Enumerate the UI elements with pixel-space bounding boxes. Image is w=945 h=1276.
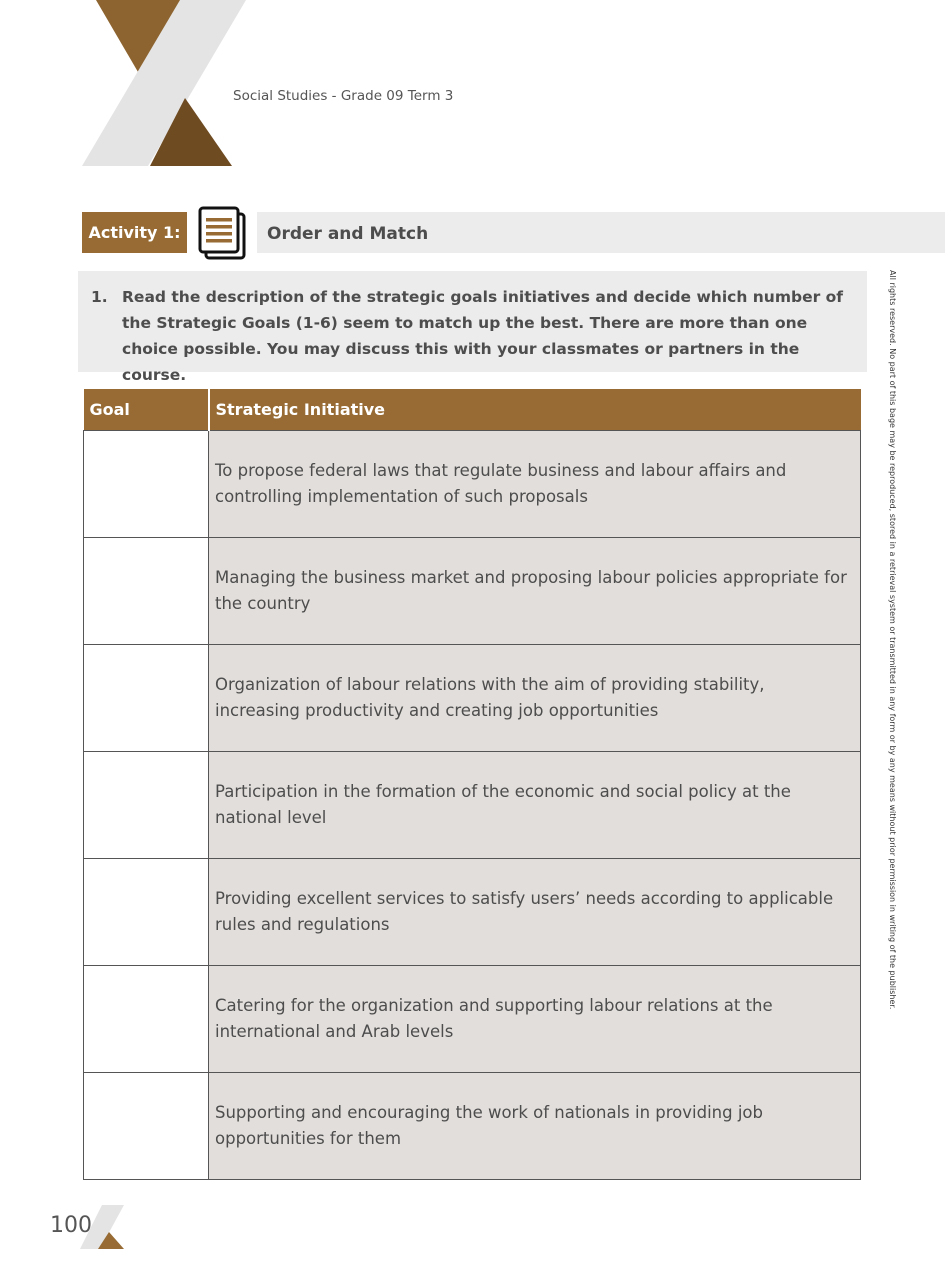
matching-table bbox=[83, 389, 861, 1180]
table-row bbox=[84, 1072, 861, 1179]
table-row bbox=[84, 858, 861, 965]
table-row bbox=[84, 751, 861, 858]
initiative-cell: Managing the business market and proposing labour policies appropriate for the country bbox=[209, 537, 861, 644]
goal-answer-cell[interactable] bbox=[84, 858, 209, 965]
goal-answer-cell[interactable] bbox=[84, 751, 209, 858]
initiative-cell: Providing excellent services to satisfy users’ needs according to applicable rules and regulations bbox=[209, 858, 861, 965]
activity-label: Activity 1: bbox=[82, 212, 187, 253]
goal-answer-cell[interactable] bbox=[84, 644, 209, 751]
footer-x-logo bbox=[80, 1205, 126, 1251]
document-icon bbox=[197, 205, 247, 261]
instruction-number: 1. bbox=[91, 288, 108, 306]
goal-answer-cell[interactable] bbox=[84, 965, 209, 1072]
goal-answer-cell[interactable] bbox=[84, 537, 209, 644]
initiative-cell: Supporting and encouraging the work of nationals in providing job opportunities for them bbox=[209, 1072, 861, 1179]
instruction-box bbox=[78, 271, 867, 384]
header-x-logo bbox=[80, 0, 250, 170]
initiative-cell: Participation in the formation of the economic and social policy at the national level bbox=[209, 751, 861, 858]
goal-answer-cell[interactable] bbox=[84, 1072, 209, 1179]
table-row bbox=[84, 965, 861, 1072]
table-header-row bbox=[84, 389, 861, 430]
table-row bbox=[84, 537, 861, 644]
table-row bbox=[84, 430, 861, 537]
initiative-cell: Organization of labour relations with the aim of providing stability, increasing productivity and creating job opportunities bbox=[209, 644, 861, 751]
activity-title: Order and Match bbox=[257, 212, 945, 253]
page-number: 100 bbox=[50, 1213, 92, 1238]
instruction-text: Read the description of the strategic goals initiatives and decide which number of the Strategic Goals (1-6) seem to match up the best. There are more than one choice possible. You may discuss this with your classmates or partners in the course. bbox=[122, 288, 844, 384]
copyright-notice: All rights reserved. No part of this bage may be reproduced, stored in a retrieval system or transmitted in any form or by any means without prior permission in writing of the publisher. bbox=[888, 270, 897, 1010]
goal-answer-cell[interactable] bbox=[84, 430, 209, 537]
header-goal: Goal bbox=[84, 389, 209, 430]
initiative-cell: Catering for the organization and supporting labour relations at the international and Arab levels bbox=[209, 965, 861, 1072]
subject-title: Social Studies - Grade 09 Term 3 bbox=[233, 88, 454, 104]
header-initiative: Strategic Initiative bbox=[209, 389, 861, 430]
initiative-cell: To propose federal laws that regulate business and labour affairs and controlling implementation of such proposals bbox=[209, 430, 861, 537]
table-row bbox=[84, 644, 861, 751]
